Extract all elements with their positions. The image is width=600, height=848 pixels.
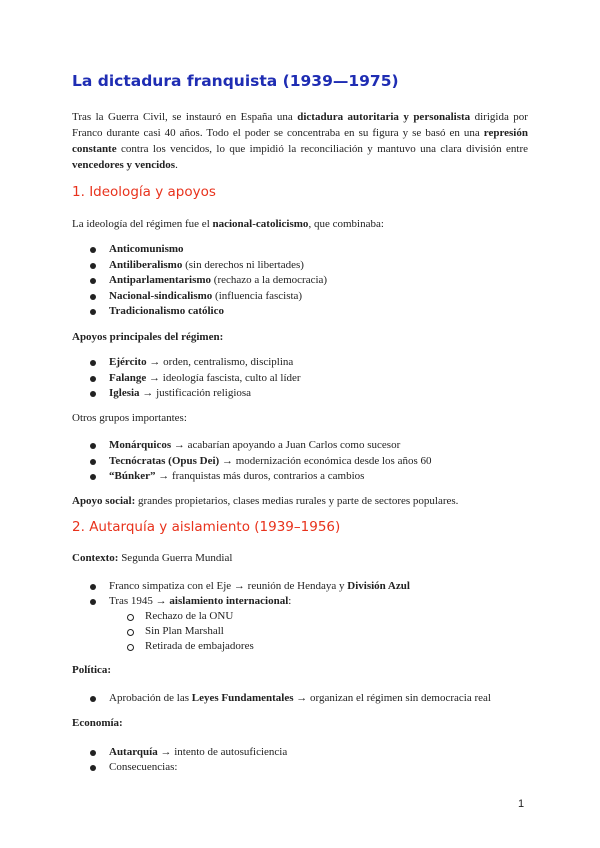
text: Segunda Guerra Mundial — [118, 552, 233, 564]
circle-bullet-icon — [127, 629, 134, 636]
list-item — [109, 371, 301, 385]
text: → orden, centralismo, disciplina — [146, 356, 294, 368]
bold-text: “Búnker” — [109, 470, 156, 482]
bullet-icon — [90, 294, 96, 300]
list-item — [109, 438, 400, 452]
text: (influencia fascista) — [212, 290, 303, 302]
page-number: 1 — [518, 798, 525, 810]
text: → franquistas más duros, contrarios a cambios — [155, 470, 365, 482]
bold-text: nacional-catolicismo — [212, 218, 309, 230]
context-line — [72, 551, 232, 565]
bullet-icon — [90, 584, 96, 590]
section-heading — [72, 519, 341, 535]
bold-text: Falange — [109, 372, 147, 384]
list-item — [109, 355, 293, 369]
bullet-icon — [90, 360, 96, 366]
text: Aprobación de las — [109, 692, 192, 704]
bullet-icon — [90, 599, 96, 605]
bold-text: Ejército — [109, 356, 147, 368]
list-item — [109, 386, 251, 400]
bold-text: Anticomunismo — [109, 243, 184, 255]
text: La ideología del régimen fue el — [72, 218, 213, 230]
section-heading — [72, 184, 216, 200]
list-item — [109, 258, 304, 272]
text: (sin derechos ni libertades) — [182, 259, 304, 271]
text: → ideología fascista, culto al líder — [146, 372, 301, 384]
section-number: 2. — [72, 519, 85, 535]
list-item — [109, 242, 184, 256]
list-item — [109, 745, 287, 759]
intro-text: dirigida por Franco durante casi 40 años. Todo el poder se concentraba en su figura y se basó en una — [72, 111, 528, 139]
bullet-icon — [90, 443, 96, 449]
intro-bold-text: vencedores y vencidos — [72, 159, 176, 171]
text: (rechazo a la democracia) — [211, 274, 328, 286]
text: grandes propietarios, clases medias rurales y parte de sectores populares. — [135, 495, 459, 507]
intro-text: Tras la Guerra Civil, se instauró en España una — [72, 111, 298, 123]
list-item — [109, 760, 177, 774]
bold-text: Tecnócratas (Opus Dei) — [109, 455, 220, 467]
bullet-icon — [90, 765, 96, 771]
bold-text: aislamiento internacional — [169, 595, 289, 607]
bullet-icon — [90, 474, 96, 480]
circle-bullet-icon — [127, 614, 134, 621]
bold-text: Leyes Fundamentales — [191, 692, 294, 704]
list-item — [109, 454, 432, 468]
list-item — [109, 273, 327, 287]
bullet-icon — [90, 376, 96, 382]
list-item — [109, 469, 364, 483]
social-support — [72, 494, 458, 508]
bullet-icon — [90, 391, 96, 397]
list-item — [109, 304, 224, 318]
bullet-icon — [90, 696, 96, 702]
other-groups-heading: Otros grupos importantes: — [72, 412, 187, 424]
list-item — [109, 594, 291, 608]
sub-list-item: Rechazo de la ONU — [145, 610, 234, 622]
list-item — [109, 691, 491, 705]
text: → acabarían apoyando a Juan Carlos como sucesor — [171, 439, 401, 451]
bold-text: Apoyos principales del régimen: — [72, 331, 224, 343]
page-title: La dictadura franquista (1939—1975) — [72, 72, 399, 90]
bullet-icon — [90, 263, 96, 269]
text: → justificación religiosa — [139, 387, 252, 399]
sub-list-item: Retirada de embajadores — [145, 640, 254, 652]
section-number: 1. — [72, 184, 85, 200]
text: Franco simpatiza con el Eje → reunión de Hendaya y — [109, 580, 348, 592]
bold-text: Política: — [72, 664, 112, 676]
intro-paragraph — [72, 109, 528, 173]
bullet-icon — [90, 459, 96, 465]
bold-text: Antiliberalismo — [109, 259, 183, 271]
section-heading-text: Ideología y apoyos — [89, 184, 216, 200]
ideology-intro — [72, 217, 384, 231]
bold-text: Autarquía — [109, 746, 158, 758]
bold-text: Apoyo social: — [72, 495, 136, 507]
bullet-icon — [90, 309, 96, 315]
section-heading-text: Autarquía y aislamiento (1939–1956) — [89, 519, 341, 535]
bold-text: Economía: — [72, 717, 123, 729]
bold-text: Tradicionalismo católico — [109, 305, 224, 317]
circle-bullet-icon — [127, 644, 134, 651]
text: → modernización económica desde los años 60 — [219, 455, 432, 467]
bullet-icon — [90, 750, 96, 756]
supports-heading — [72, 330, 223, 344]
list-item — [109, 289, 302, 303]
sub-list-item: Sin Plan Marshall — [145, 625, 224, 637]
text: → organizan el régimen sin democracia real — [293, 692, 491, 704]
intro-text: contra los vencidos, lo que impidió la reconciliación y mantuvo una clara división entre — [116, 143, 528, 155]
text: , que combinaba: — [308, 218, 384, 230]
text: Consecuencias: — [109, 761, 178, 773]
bold-text: Antiparlamentarismo — [109, 274, 212, 286]
bullet-icon — [90, 278, 96, 284]
bold-text: Contexto: — [72, 552, 119, 564]
bold-text: Iglesia — [109, 387, 140, 399]
text: Tras 1945 → — [109, 595, 170, 607]
text: → intento de autosuficiencia — [157, 746, 288, 758]
economy-heading — [72, 716, 123, 730]
bold-text: Monárquicos — [109, 439, 172, 451]
intro-text: . — [175, 159, 178, 171]
bullet-icon — [90, 247, 96, 253]
intro-bold-text: dictadura autoritaria y personalista — [297, 111, 471, 123]
intro-bold-text: represión constante — [72, 127, 528, 155]
text: : — [288, 595, 292, 607]
bold-text: División Azul — [347, 580, 410, 592]
politics-heading — [72, 663, 111, 677]
list-item — [109, 579, 410, 593]
bold-text: Nacional-sindicalismo — [109, 290, 213, 302]
